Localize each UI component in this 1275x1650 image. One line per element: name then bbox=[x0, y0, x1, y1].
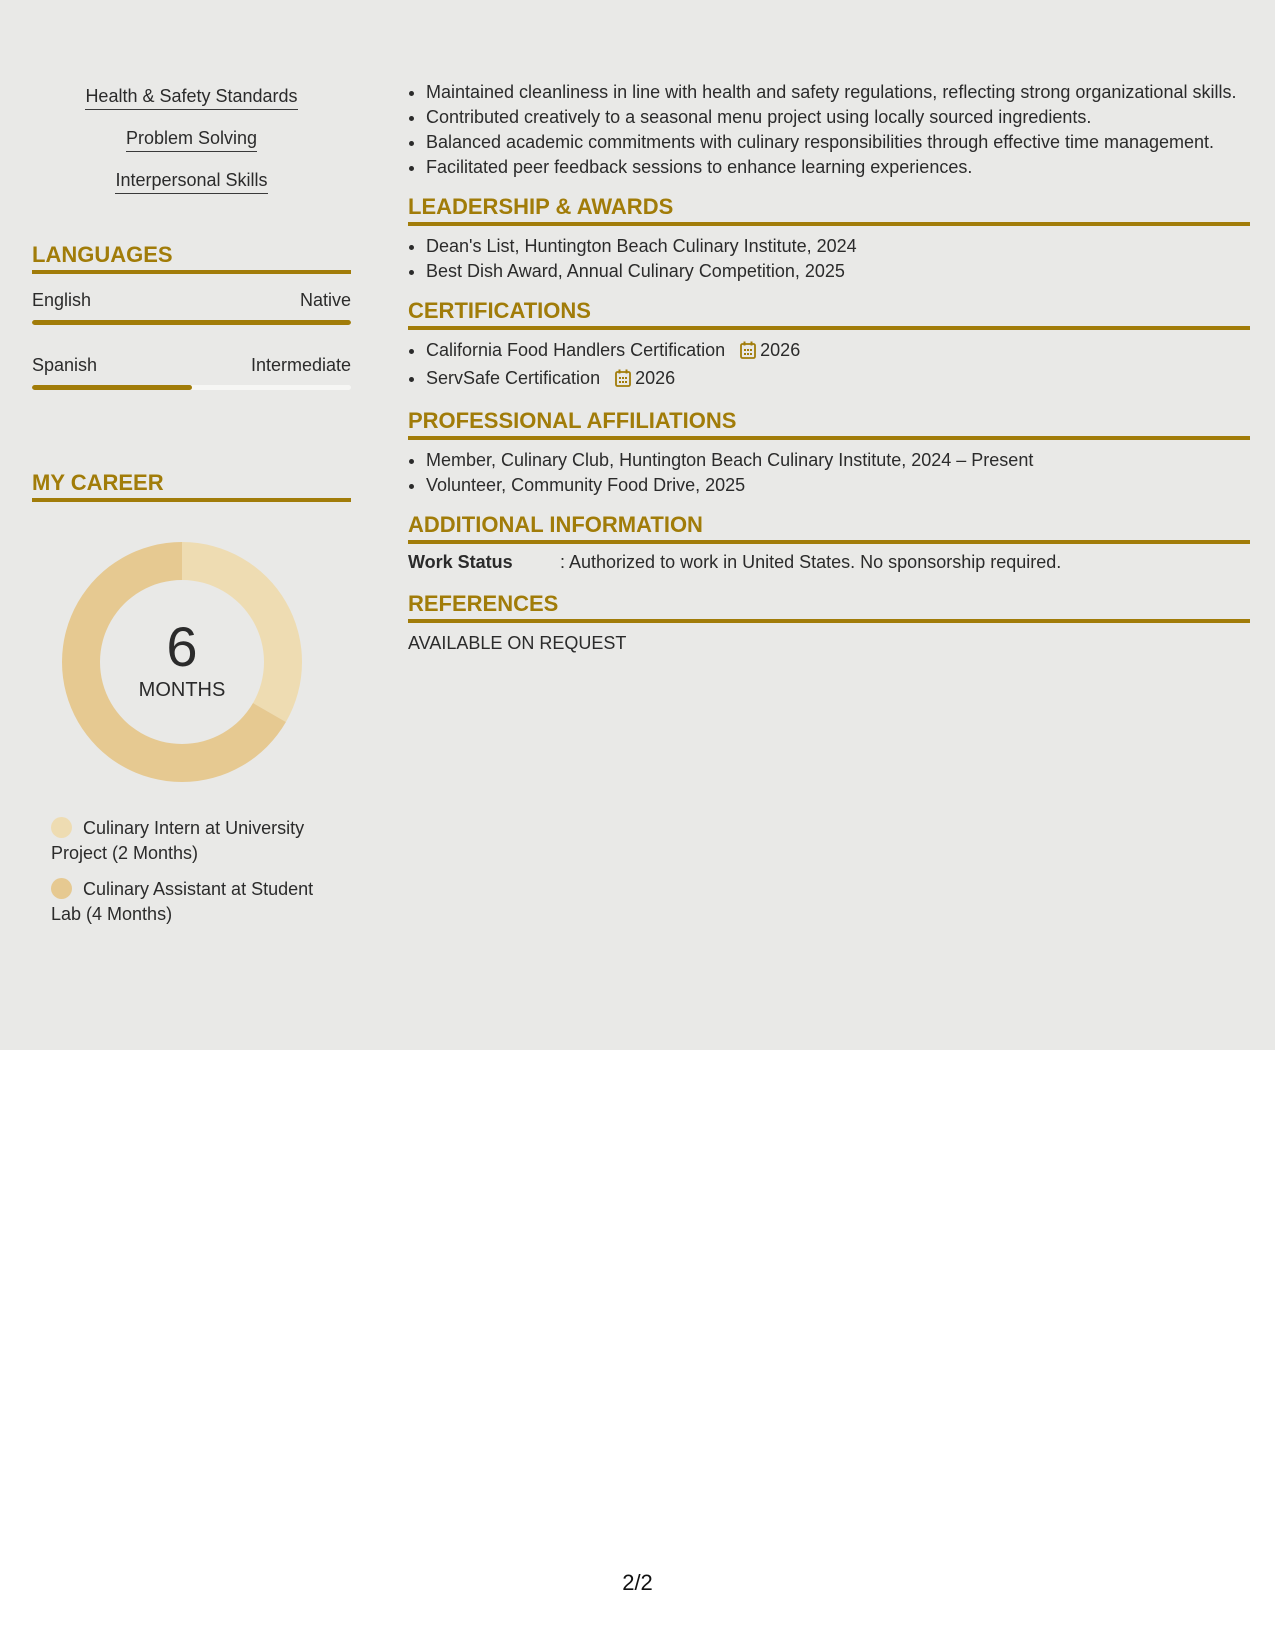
certification-name: ServSafe Certification bbox=[426, 368, 601, 388]
list-item: • Volunteer, Community Food Drive, 2025 bbox=[426, 473, 1250, 498]
legend-item bbox=[51, 816, 341, 866]
certification-year: 2026 bbox=[760, 340, 801, 360]
legend-item bbox=[51, 877, 341, 927]
language-english bbox=[32, 290, 351, 325]
list-item: • Maintained cleanliness in line with health and safety regulations, reflecting strong organizational skills. bbox=[426, 80, 1250, 105]
references-text: AVAILABLE ON REQUEST bbox=[408, 633, 627, 653]
work-status-label: Work Status bbox=[408, 552, 513, 572]
leadership-title: LEADERSHIP & AWARDS bbox=[408, 194, 1250, 226]
career-legend bbox=[51, 816, 341, 927]
language-spanish bbox=[32, 355, 351, 390]
list-item: • Dean's List, Huntington Beach Culinary Institute, 2024 bbox=[426, 234, 1250, 259]
career-donut-chart bbox=[62, 542, 302, 782]
languages-title: LANGUAGES bbox=[32, 242, 351, 274]
language-name: Spanish bbox=[32, 355, 98, 375]
list-item bbox=[426, 338, 1250, 366]
page-number: 2/2 bbox=[622, 1570, 653, 1595]
additional-info-title: ADDITIONAL INFORMATION bbox=[408, 512, 1250, 544]
legend-label: Culinary Intern at University Project (2 Months) bbox=[51, 818, 305, 863]
references-title: REFERENCES bbox=[408, 591, 1250, 623]
work-status-value: : Authorized to work in United States. No sponsorship required. bbox=[560, 552, 1062, 572]
experience-bullets bbox=[408, 80, 1250, 180]
legend-dot bbox=[51, 817, 72, 838]
calendar-icon bbox=[615, 369, 631, 394]
skill-item: Problem Solving bbox=[126, 128, 257, 152]
skill-item: Interpersonal Skills bbox=[115, 170, 267, 194]
left-column bbox=[32, 0, 351, 938]
leadership-list bbox=[408, 234, 1250, 284]
list-item: • Member, Culinary Club, Huntington Beach Culinary Institute, 2024 – Present bbox=[426, 448, 1250, 473]
certifications-title: CERTIFICATIONS bbox=[408, 298, 1250, 330]
certifications-list bbox=[408, 338, 1250, 394]
language-level: Intermediate bbox=[250, 355, 351, 375]
career-unit: MONTHS bbox=[138, 679, 226, 701]
certification-name: California Food Handlers Certification bbox=[426, 340, 726, 360]
legend-dot bbox=[51, 878, 72, 899]
list-item: • Best Dish Award, Annual Culinary Competition, 2025 bbox=[426, 259, 1250, 284]
language-level: Native bbox=[299, 290, 351, 310]
language-bar-fill bbox=[32, 385, 192, 390]
affiliations-title: PROFESSIONAL AFFILIATIONS bbox=[408, 408, 1250, 440]
language-bar-fill bbox=[32, 320, 351, 325]
calendar-icon bbox=[740, 341, 756, 366]
career-total: 6 bbox=[166, 615, 198, 678]
right-column bbox=[408, 0, 1250, 654]
language-bar bbox=[32, 320, 351, 325]
career-title: MY CAREER bbox=[32, 470, 351, 502]
list-item: • Contributed creatively to a seasonal menu project using locally sourced ingredients. bbox=[426, 105, 1250, 130]
skills-list bbox=[32, 86, 351, 212]
list-item: • Facilitated peer feedback sessions to enhance learning experiences. bbox=[426, 155, 1250, 180]
certification-year: 2026 bbox=[635, 368, 676, 388]
list-item bbox=[426, 366, 1250, 394]
skill-item: Health & Safety Standards bbox=[85, 86, 297, 110]
language-name: English bbox=[32, 290, 92, 310]
work-status-row bbox=[408, 552, 1250, 573]
legend-label: Culinary Assistant at Student Lab (4 Months) bbox=[51, 879, 314, 924]
language-bar bbox=[32, 385, 351, 390]
list-item: • Balanced academic commitments with culinary responsibilities through effective time management. bbox=[426, 130, 1250, 155]
affiliations-list bbox=[408, 448, 1250, 498]
